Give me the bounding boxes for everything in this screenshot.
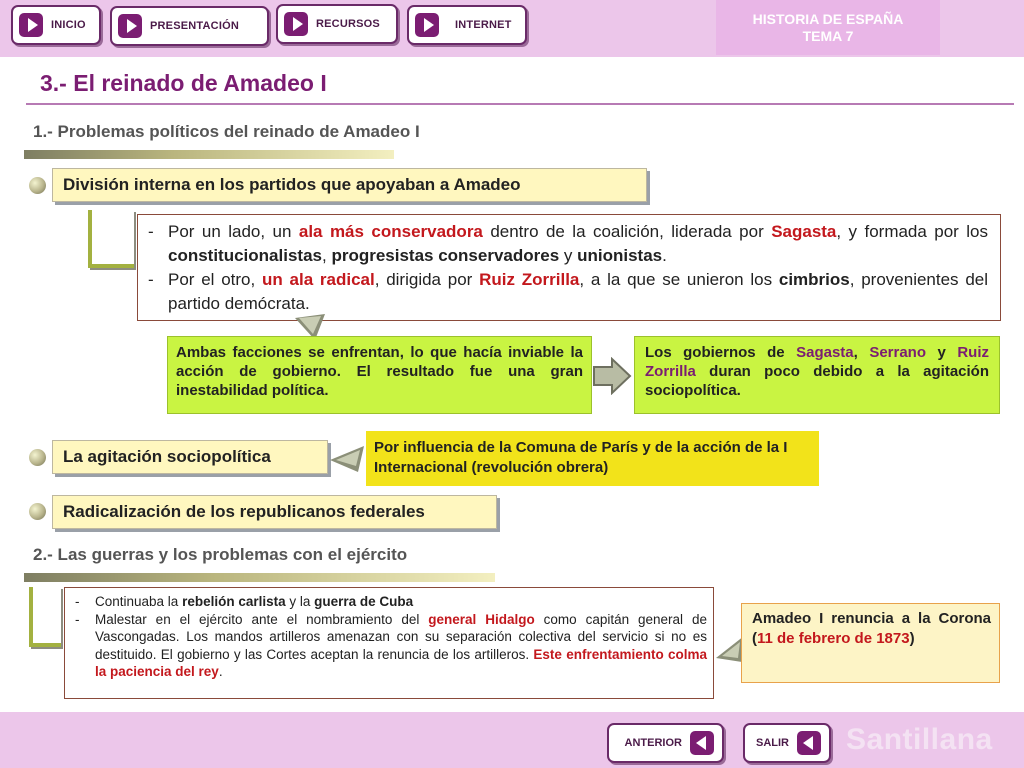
topic-division-interna-label: División interna en los partidos que apoyaban a Amadeo <box>63 175 521 194</box>
detail-guerras-ejercito <box>64 587 714 699</box>
section1-heading: 1.- Problemas políticos del reinado de Amadeo I <box>33 122 420 141</box>
nav-presentacion-button[interactable] <box>110 6 269 46</box>
list-item: - Por el otro, un ala radical, dirigida por Ruiz Zorrilla, a la que se unieron los cimbrios, provenientes del partido demócrata. <box>148 270 989 313</box>
previous-label: ANTERIOR <box>624 737 682 749</box>
list-item: - Malestar en el ejército ante el nombramiento del general Hidalgo como capitán general de Vascongadas. Los mandos artilleros amenazan con su separación colectiva del servicio si no es destituido. El gobierno y las Cortes aceptan la renuncia de los artilleros. Este enfrentamiento colma la paciencia del rey. <box>75 611 707 679</box>
back-arrow-icon <box>690 731 714 755</box>
page-title: 3.- El reinado de Amadeo I <box>40 70 327 96</box>
note-gobiernos-cortos: Los gobiernos de Sagasta, Serrano y Ruiz Zorrilla duran poco debido a la agitación sociopolítica. <box>634 336 1000 414</box>
list-item: - Por un lado, un ala más conservadora dentro de la coalición, liderada por Sagasta, y formada por los constitucionalistas, progresistas conservadores y unionistas. <box>148 222 989 265</box>
section1-divider <box>24 150 394 159</box>
topic-radicalizacion-label: Radicalización de los republicanos federales <box>63 502 425 521</box>
right-arrow-icon <box>592 357 632 395</box>
elbow-connector-icon <box>29 587 61 647</box>
topic-agitacion-sociopolitica[interactable] <box>52 440 328 474</box>
back-arrow-icon <box>797 731 821 755</box>
nav-inicio-label: INICIO <box>51 19 86 31</box>
play-arrow-icon <box>19 13 43 37</box>
nav-recursos-label: RECURSOS <box>316 18 380 30</box>
section2-divider <box>24 573 495 582</box>
nav-recursos-button[interactable] <box>276 4 398 44</box>
title-divider <box>26 103 1014 105</box>
bullet-icon <box>29 177 46 194</box>
bullet-icon <box>29 503 46 520</box>
bullet-icon <box>29 449 46 466</box>
play-arrow-icon <box>118 14 142 38</box>
topic-division-interna[interactable] <box>52 168 647 202</box>
note-inestabilidad: Ambas facciones se enfrentan, lo que hacía inviable la acción de gobierno. El resultado fue una gran inestabilidad política. <box>167 336 592 414</box>
nav-internet-button[interactable] <box>407 5 527 45</box>
nav-presentacion-label: PRESENTACIÓN <box>150 20 239 32</box>
course-badge <box>716 0 940 55</box>
course-unit: TEMA 7 <box>802 27 854 44</box>
nav-inicio-button[interactable] <box>11 5 101 45</box>
topic-agitacion-label: La agitación sociopolítica <box>63 447 271 466</box>
exit-label: SALIR <box>756 737 789 749</box>
section2-heading: 2.- Las guerras y los problemas con el ejército <box>33 545 408 564</box>
play-arrow-icon <box>415 13 439 37</box>
exit-button[interactable] <box>743 723 831 763</box>
play-arrow-icon <box>284 12 308 36</box>
nav-internet-label: INTERNET <box>455 19 512 31</box>
previous-button[interactable] <box>607 723 724 763</box>
course-subject: HISTORIA DE ESPAÑA <box>752 10 904 27</box>
elbow-connector-icon <box>88 210 134 268</box>
note-comuna-paris: Por influencia de la Comuna de París y de la acción de la I Internacional (revolución obrera) <box>366 431 819 486</box>
list-item: - Continuaba la rebelión carlista y la guerra de Cuba <box>75 594 414 609</box>
publisher-logo: Santillana <box>846 723 993 756</box>
detail-division-interna <box>137 214 1001 321</box>
note-renuncia-amadeo: Amadeo I renuncia a la Corona (11 de febrero de 1873) <box>741 603 1000 683</box>
pointer-arrow-icon <box>328 444 368 474</box>
topic-radicalizacion-republicanos[interactable] <box>52 495 497 529</box>
